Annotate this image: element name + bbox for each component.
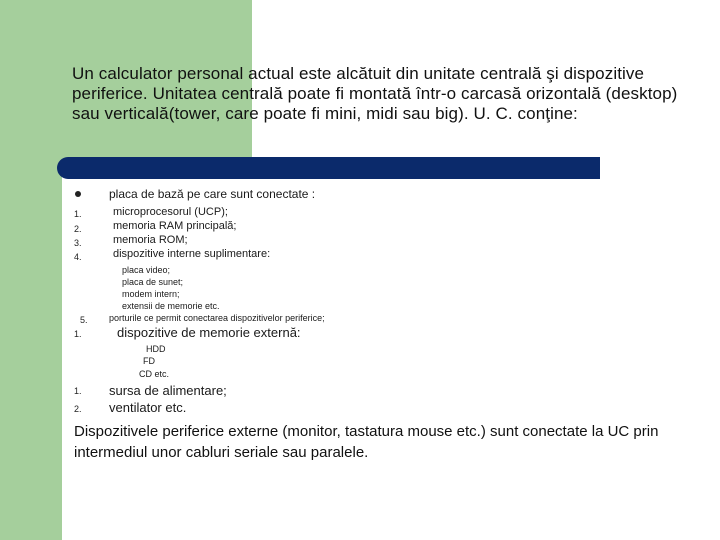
- sub-item: placa video;: [122, 265, 171, 275]
- divider-bar: [68, 157, 600, 179]
- list-number: 2.: [74, 404, 82, 414]
- list-item: memoria ROM;: [113, 234, 188, 246]
- sub-item: FD: [143, 356, 155, 366]
- sub-item: extensii de memorie etc.: [122, 301, 220, 311]
- green-side-bar: [0, 0, 62, 540]
- sub-item: modem intern;: [122, 289, 180, 299]
- list-item: dispozitive de memorie externă:: [117, 325, 301, 340]
- list-number: 3.: [74, 238, 82, 248]
- list-number: 2.: [74, 224, 82, 234]
- list-item: porturile ce permit conectarea dispozitivelor periferice;: [109, 313, 325, 323]
- list-number: 1.: [74, 329, 82, 339]
- list-item: sursa de alimentare;: [109, 383, 227, 398]
- main-item: placa de bază pe care sunt conectate :: [109, 187, 316, 201]
- sub-item: HDD: [146, 344, 166, 354]
- list-item: dispozitive interne suplimentare:: [113, 248, 271, 260]
- list-number: 4.: [74, 252, 82, 262]
- sub-item: CD etc.: [139, 369, 170, 379]
- list-item: microprocesorul (UCP);: [113, 206, 228, 218]
- slide-title: Un calculator personal actual este alcătuit din unitate centrală şi dispozitive periferice. Unitatea centrală poate fi montată într-o carcasă orizontală (desktop) sau verticală(tower, care poate fi mini, midi sau big). U. C. conţine:: [72, 64, 678, 123]
- list-number: 5.: [80, 315, 88, 325]
- bullet-dot: [75, 191, 81, 197]
- bottom-paragraph: Dispozitivele periferice externe (monitor, tastatura mouse etc.) sunt conectate la UC prin intermediul unor cabluri seriale sau paralele.: [74, 423, 659, 461]
- sub-item: placa de sunet;: [122, 277, 184, 287]
- list-number: 1.: [74, 209, 82, 219]
- list-item: memoria RAM principală;: [113, 220, 237, 232]
- list-item: ventilator etc.: [109, 400, 187, 415]
- list-number: 1.: [74, 386, 82, 396]
